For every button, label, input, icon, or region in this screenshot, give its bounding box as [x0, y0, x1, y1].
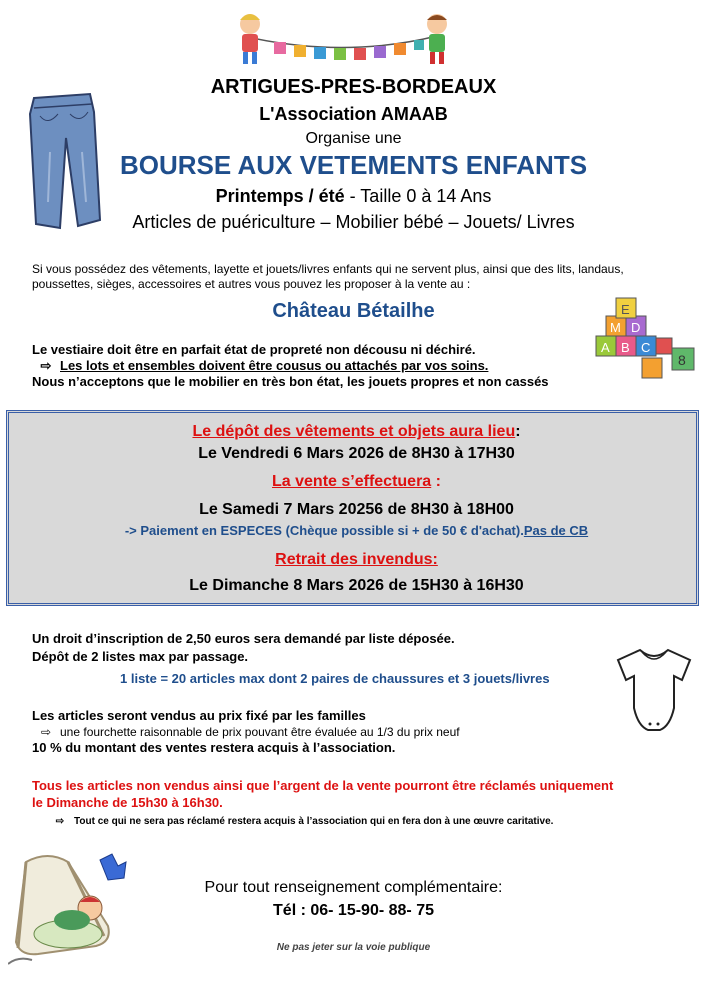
intro-line-2: poussettes, sièges, accessoires et autres vous pouvez les proposer à la vente au : [32, 277, 471, 291]
toy-blocks-illustration [592, 296, 702, 382]
arrow-icon: ⇨ [40, 358, 52, 373]
page-title: BOURSE AUX VETEMENTS ENFANTS [119, 150, 588, 180]
unsold-line-3 [46, 816, 553, 827]
deposit-label: Le dépôt des vêtements et objets aura lieu [192, 423, 516, 440]
categories-line: Articles de puériculture – Mobilier bébé – Jouets/ Livres [132, 212, 575, 232]
rules-paragraph [32, 342, 549, 390]
unsold-line-3-text: Tout ce qui ne sera pas réclamé restera acquis à l’association qui en fera don à une œuvre caritative. [74, 816, 554, 827]
pricing-line-1: Les articles seront vendus au prix fixé par les familles [32, 708, 366, 723]
fees-paragraph [32, 630, 455, 666]
unsold-paragraph [32, 777, 613, 811]
sale-label: La vente s’effectuera [272, 473, 432, 490]
deposit-colon: : [515, 423, 521, 440]
fees-line-1: Un droit d’inscription de 2,50 euros sera demandé par liste déposée. [32, 631, 455, 646]
payment-no-card-link[interactable]: Pas de CB [523, 523, 589, 538]
contact-line: Pour tout renseignement complémentaire: [204, 879, 503, 896]
season-line [0, 186, 707, 207]
deposit-line [3, 423, 707, 441]
town-heading: ARTIGUES-PRES-BORDEAUX [210, 76, 497, 98]
pickup-date: Le Dimanche 8 Mars 2026 de 15H30 à 16H30 [189, 577, 524, 594]
block-letter-1: A [601, 340, 610, 355]
schedule-box [6, 410, 699, 606]
block-letter-6: E [621, 302, 630, 317]
intro-paragraph [32, 262, 624, 292]
arrow-icon: ⇨ [40, 725, 52, 739]
payment-text: -> Paiement en ESPECES (Chèque possible si + de 50 € d'achat). [124, 523, 524, 538]
rules-line-2-text: Les lots et ensembles doivent être cousus ou attachés par vos soins. [60, 358, 489, 373]
unsold-line-1: Tous les articles non vendus ainsi que l’argent de la vente pourront être réclamés uniquement [32, 778, 614, 793]
baby-onesie-illustration [612, 646, 696, 734]
pricing-paragraph [32, 708, 460, 756]
kids-clothesline-illustration [232, 8, 462, 70]
season-rest: - Taille 0 à 14 Ans [344, 186, 492, 206]
sale-line [3, 473, 707, 491]
block-letter-3: C [641, 340, 651, 355]
unsold-line-2: le Dimanche de 15h30 à 16h30. [32, 795, 223, 810]
deposit-date: Le Vendredi 6 Mars 2026 de 8H30 à 17H30 [198, 445, 515, 462]
rules-line-2 [32, 358, 549, 374]
pickup-label: Retrait des invendus: [275, 551, 438, 568]
association-heading: L'Association AMAAB [259, 104, 448, 124]
rules-line-3: Nous n’acceptons que le mobilier en très bon état, les jouets propres et non cassés [32, 374, 549, 389]
venue-name: Château Bétailhe [272, 300, 435, 322]
intro-line-1: Si vous possédez des vêtements, layette et jouets/livres enfants qui ne servent plus, ainsi que des lits, landaus, [32, 262, 624, 276]
fees-line-3: 1 liste = 20 articles max dont 2 paires de chaussures et 3 jouets/livres [120, 671, 550, 686]
rules-line-1: Le vestiaire doit être en parfait état de propreté non décousu ni déchiré. [32, 342, 476, 357]
pricing-line-2-text: une fourchette raisonnable de prix pouvant être évaluée au 1/3 du prix neuf [60, 725, 460, 739]
footer-note: Ne pas jeter sur la voie publique [276, 942, 431, 953]
block-letter-5: D [631, 320, 641, 335]
block-letter-2: B [621, 340, 630, 355]
sale-date: Le Samedi 7 Mars 20256 de 8H30 à 18H00 [199, 501, 514, 518]
block-letter-4: M [610, 320, 621, 335]
payment-line [3, 523, 707, 538]
season-bold: Printemps / été [215, 186, 345, 206]
arrow-icon: ⇨ [55, 816, 65, 827]
fees-line-2: Dépôt de 2 listes max par passage. [32, 649, 249, 664]
block-letter-7: 8 [678, 352, 686, 368]
contact-phone: Tél : 06- 15-90- 88- 75 [273, 902, 434, 919]
sale-colon: : [431, 473, 441, 490]
pricing-line-3: 10 % du montant des ventes restera acquis à l’association. [32, 740, 396, 755]
organise-text: Organise une [305, 130, 402, 147]
pricing-line-2 [32, 724, 460, 740]
